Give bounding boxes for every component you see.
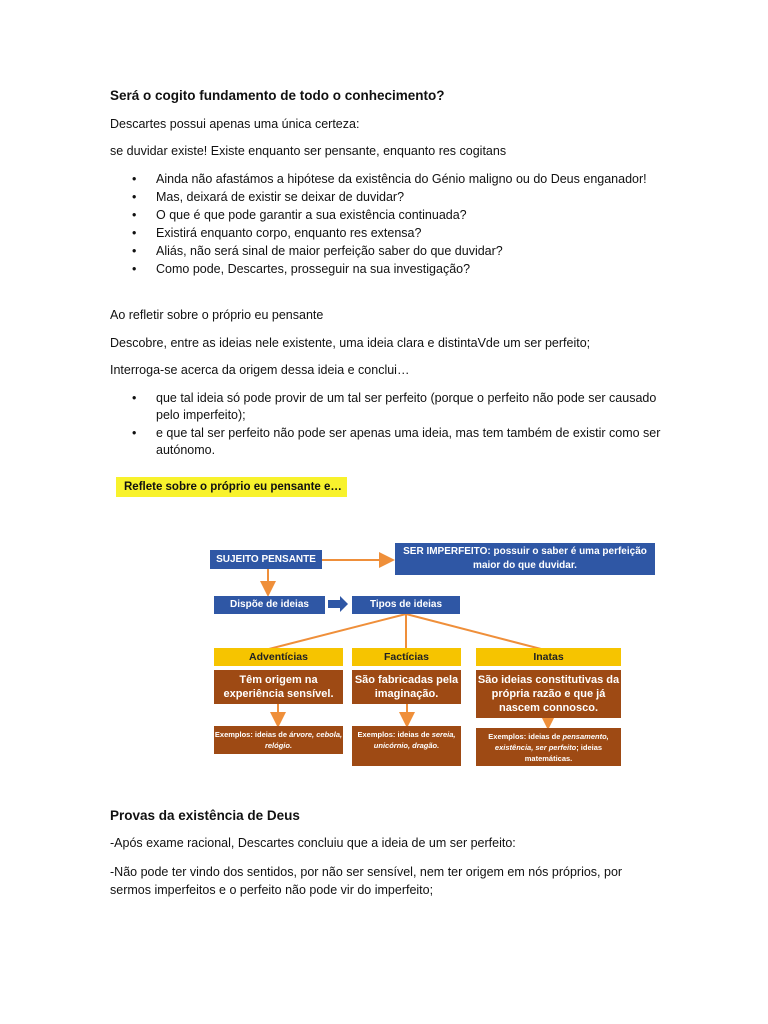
ideas-diagram xyxy=(205,540,665,772)
node-facticias-examples: Exemplos: ideias de sereia, unicórnio, dragão. xyxy=(352,726,461,766)
node-inatas: Inatas xyxy=(476,648,621,666)
node-adventicias-desc: Têm origem na experiência sensível. xyxy=(214,670,343,704)
node-facticias-desc: São fabricadas pela imaginação. xyxy=(352,670,461,704)
section-title-cogito: Será o cogito fundamento de todo o conhecimento? xyxy=(110,88,445,103)
list-item: • Ainda não afastámos a hipótese da existência do Génio maligno ou do Deus enganador! xyxy=(132,172,647,186)
paragraph-interroga: Interroga-se acerca da origem dessa ideia e conclui… xyxy=(110,363,410,377)
node-adventicias: Adventícias xyxy=(214,648,343,666)
paragraph-exame: -Após exame racional, Descartes concluiu que a ideia de um ser perfeito: xyxy=(110,836,516,850)
node-inatas-desc: São ideias constitutivas da própria razão e que já nascem connosco. xyxy=(476,670,621,718)
list-item: • que tal ideia só pode provir de um tal ser perfeito (porque o perfeito não pode ser causado pelo imperfeito); xyxy=(132,391,657,422)
node-facticias: Factícias xyxy=(352,648,461,666)
list-item: • Mas, deixará de existir se deixar de duvidar? xyxy=(132,190,405,204)
paragraph-sentidos: -Não pode ter vindo dos sentidos, por não ser sensível, nem ter origem em nós próprios, por sermos imperfeitos e o perfeito não pode vir do imperfeito; xyxy=(110,865,623,897)
paragraph-certeza: Descartes possui apenas uma única certeza: xyxy=(110,117,360,131)
list-item: • O que é que pode garantir a sua existência continuada? xyxy=(132,208,467,222)
node-tipos-ideias: Tipos de ideias xyxy=(352,596,460,614)
highlight-banner: Reflete sobre o próprio eu pensante e… xyxy=(116,477,347,497)
paragraph-descobre: Descobre, entre as ideias nele existente, uma ideia clara e distintaVde um ser perfeito; xyxy=(110,336,591,350)
node-inatas-examples: Exemplos: ideias de pensamento, existência, ser perfeito; ideias matemáticas. xyxy=(476,728,621,766)
paragraph-refletir: Ao refletir sobre o próprio eu pensante xyxy=(110,308,324,322)
node-dispoe-ideias: Dispõe de ideias xyxy=(214,596,325,614)
section-title-provas: Provas da existência de Deus xyxy=(110,808,300,823)
bullet-list-questions xyxy=(110,171,670,279)
bullet-list-conclusions xyxy=(110,390,670,460)
list-item: • Existirá enquanto corpo, enquanto res extensa? xyxy=(132,226,422,240)
paragraph-duvidar: se duvidar existe! Existe enquanto ser pensante, enquanto res cogitans xyxy=(110,144,507,158)
list-item: • Aliás, não será sinal de maior perfeição saber do que duvidar? xyxy=(132,244,503,258)
node-sujeito-pensante: SUJEITO PENSANTE xyxy=(210,550,322,569)
list-item: • Como pode, Descartes, prosseguir na sua investigação? xyxy=(132,262,471,276)
node-adventicias-examples: Exemplos: ideias de árvore, cebola, relógio. xyxy=(214,726,343,754)
list-item: • e que tal ser perfeito não pode ser apenas uma ideia, mas tem também de existir como ser autónomo. xyxy=(132,426,661,457)
node-ser-imperfeito: SER IMPERFEITO: possuir o saber é uma perfeição maior do que duvidar. xyxy=(395,543,655,575)
